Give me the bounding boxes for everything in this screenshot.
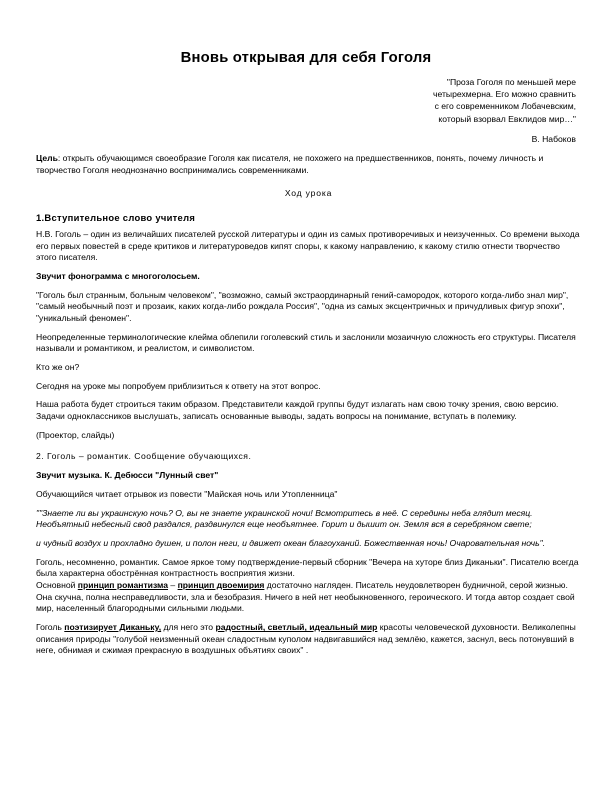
phonogram-note: Звучит фонограмма с многоголосьем. bbox=[36, 270, 200, 281]
projector-note: (Проектор, слайды) bbox=[36, 429, 115, 440]
poet-pre: Гоголь bbox=[36, 622, 65, 633]
epigraph-line: "Проза Гоголя по меньшей мере bbox=[446, 77, 576, 87]
principle-dash: – bbox=[168, 579, 178, 590]
question-paragraph: Кто же он? bbox=[36, 362, 80, 373]
poet-post: красоты человеческой духовности. Великолепны описания природы "голубой неизменный океан сладостным куполом надвигавшийся над землёю, кажется, заснул, весь потонувший в неге, обнимая и сжимая прекрасную в воздушных объятиях своих" . bbox=[36, 622, 576, 656]
principle-paragraph bbox=[36, 580, 581, 615]
quote-text-1: "Знаете ли вы украинскую ночь? О, вы не знаете украинской ночи! Всмотритесь в неё. С середины неба глядит месяц. Необъятный небесный свод раздался, раздвинулся еще необъятнее. Горит и дышит он. Земля вся в серебряном свете; bbox=[36, 507, 533, 530]
epigraph-line: четырехмерна. Его можно сравнить bbox=[433, 89, 576, 100]
page-title: Вновь открывая для себя Гоголя bbox=[180, 50, 432, 66]
ideal-world: радостный, светлый, идеальный мир bbox=[215, 622, 378, 633]
poet-mid: для него это bbox=[161, 622, 216, 633]
principle-post: достаточно нагляден. Писатель неудовлетворен будничной, серой жизнью. Она скучна, полна несправедливости, зла и безобразия. Ничего в ней нет необыкновенного, героического. И тогда автор создает свой мир, населенный благородными сильными людьми. bbox=[36, 579, 575, 614]
critics-quotes: "Гоголь был странным, больным человеком", "возможно, самый экстраординарный гений-самородок, которого когда-либо знал мир", "самый необычный поэт и прозаик, каких когда-либо рождала Россия", "одна из самых эксцентричных и причудливых фигур эпохи", "уникальный феномен". bbox=[36, 289, 569, 323]
principle-pre: Основной bbox=[36, 579, 78, 590]
section1-heading: 1.Вступительное слово учителя bbox=[36, 212, 196, 224]
principle-romanticism: принцип романтизма bbox=[77, 579, 169, 590]
quote-open-mark: " bbox=[36, 507, 40, 518]
document-body bbox=[36, 153, 581, 664]
epigraph-line: с его современником Лобачевским, bbox=[434, 101, 576, 112]
goal-label: Цель bbox=[36, 153, 58, 163]
principle-dual-world: принцип двоемирия bbox=[177, 579, 265, 590]
goal-text: : открыть обучающимся своеобразие Гоголя как писателя, не похожего на предшественников, понять, почему личность и творчество Гоголя неоднозначно воспринимались современниками. bbox=[36, 153, 544, 175]
labels-paragraph: Неопределенные терминологические клейма облепили гоголевский стиль и заслонили мозаичную сложность его структуры. Писателя называли и романтиком, и реалистом, и символистом. bbox=[36, 331, 576, 354]
poetize-paragraph bbox=[36, 622, 581, 657]
plan-heading: Ход урока bbox=[284, 188, 333, 199]
today-paragraph: Сегодня на уроке мы попробуем приблизиться к ответу на этот вопрос. bbox=[36, 380, 321, 391]
epigraph-line: который взорвал Евклидов мир…" bbox=[438, 113, 576, 124]
quote-paragraph-2: и чудный воздух и прохладно душен, и полон неги, и движет океан благоуханий. Божественная ночь! Очаровательная ночь". bbox=[36, 537, 546, 548]
epigraph-author: В. Набоков bbox=[531, 133, 576, 144]
section2-heading: 2. Гоголь – романтик. Сообщение обучающихся. bbox=[36, 451, 252, 462]
reading-note: Обучающийся читает отрывок из повести "Майская ночь или Утопленница" bbox=[36, 488, 338, 499]
work-paragraph: Наша работа будет строиться таким образом. Представители каждой группы будут излагать нам свою точку зрения, свою версию. Задачи одноклассников выслушать, записать основанные выводы, задать вопросы на понимание, вступать в полемику. bbox=[36, 399, 559, 422]
quote-paragraph-1 bbox=[36, 508, 581, 531]
romantic-paragraph: Гоголь, несомненно, романтик. Самое яркое тому подтверждение-первый сборник "Вечера на хуторе близ Диканьки". Писателю всегда была характерна обострённая контрастность восприятия жизни. bbox=[36, 556, 579, 579]
music-note: Звучит музыка. К. Дебюсси "Лунный свет" bbox=[36, 470, 219, 481]
epigraph bbox=[326, 76, 576, 145]
goal-paragraph bbox=[36, 153, 581, 176]
poetize-dikanka: поэтизирует Диканьку, bbox=[64, 622, 162, 633]
section1-intro: Н.В. Гоголь – один из величайших писателей русской литературы и один из самых противоречивых и неизученных. Со времени выхода его первых повестей в среде критиков и литературоведов кипят споры, к какому направлению, к какому стилю отнести творчество этого писателя. bbox=[36, 228, 580, 263]
